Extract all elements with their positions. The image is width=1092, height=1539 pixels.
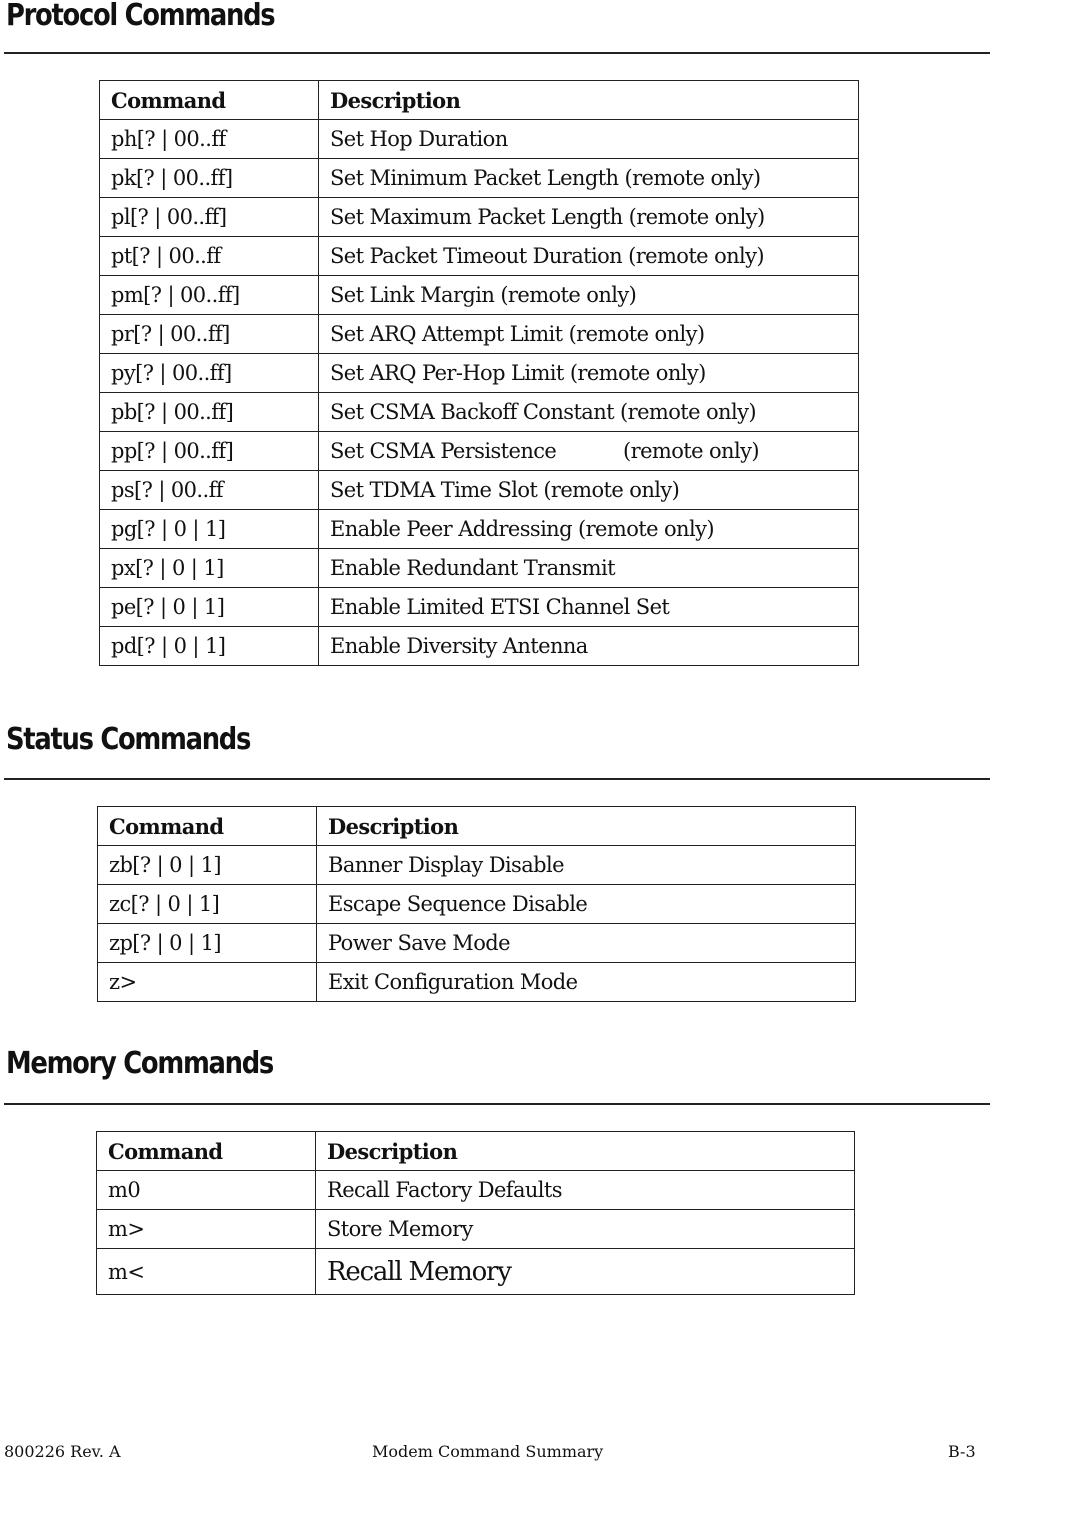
table-row bbox=[97, 1210, 855, 1249]
command-cell: ps[? | 00..ff bbox=[100, 471, 319, 510]
description-cell: Set Maximum Packet Length (remote only) bbox=[319, 198, 859, 237]
command-cell: m0 bbox=[97, 1171, 316, 1210]
table-header-row bbox=[97, 1132, 855, 1171]
description-column-header: Description bbox=[316, 1132, 855, 1171]
table-row bbox=[100, 432, 859, 471]
protocol-commands-table bbox=[99, 80, 859, 666]
status-commands-table bbox=[97, 806, 856, 1002]
table-row bbox=[100, 315, 859, 354]
description-cell: Set ARQ Per-Hop Limit (remote only) bbox=[319, 354, 859, 393]
table-row bbox=[100, 198, 859, 237]
command-cell: zp[? | 0 | 1] bbox=[98, 924, 317, 963]
description-column-header: Description bbox=[319, 81, 859, 120]
command-cell: ph[? | 00..ff bbox=[100, 120, 319, 159]
command-cell: pg[? | 0 | 1] bbox=[100, 510, 319, 549]
table-row bbox=[100, 159, 859, 198]
table-row bbox=[100, 276, 859, 315]
table-row bbox=[98, 963, 856, 1002]
table-row bbox=[100, 354, 859, 393]
table-header-row bbox=[98, 807, 856, 846]
description-cell: Set Link Margin (remote only) bbox=[319, 276, 859, 315]
description-cell: Power Save Mode bbox=[317, 924, 856, 963]
table-row bbox=[98, 924, 856, 963]
command-column-header: Command bbox=[100, 81, 319, 120]
table-header-row bbox=[100, 81, 859, 120]
command-cell: px[? | 0 | 1] bbox=[100, 549, 319, 588]
command-cell: py[? | 00..ff] bbox=[100, 354, 319, 393]
table-row bbox=[98, 846, 856, 885]
description-cell: Enable Redundant Transmit bbox=[319, 549, 859, 588]
protocol-section-rule bbox=[4, 52, 990, 54]
memory-commands-table bbox=[96, 1131, 855, 1295]
table-row bbox=[97, 1171, 855, 1210]
description-cell: Set Hop Duration bbox=[319, 120, 859, 159]
table-row bbox=[100, 237, 859, 276]
description-cell: Enable Diversity Antenna bbox=[319, 627, 859, 666]
description-cell: Set ARQ Attempt Limit (remote only) bbox=[319, 315, 859, 354]
memory-section-title: Memory Commands bbox=[6, 1046, 273, 1081]
table-row bbox=[97, 1249, 855, 1295]
description-cell: Recall Memory bbox=[316, 1249, 855, 1295]
memory-section-rule bbox=[4, 1103, 990, 1105]
description-cell: Set CSMA Persistence (remote only) bbox=[319, 432, 859, 471]
description-cell: Set Minimum Packet Length (remote only) bbox=[319, 159, 859, 198]
table-row bbox=[100, 627, 859, 666]
command-cell: pp[? | 00..ff] bbox=[100, 432, 319, 471]
description-cell: Recall Factory Defaults bbox=[316, 1171, 855, 1210]
description-cell: Set TDMA Time Slot (remote only) bbox=[319, 471, 859, 510]
table-row bbox=[100, 549, 859, 588]
table-row bbox=[100, 471, 859, 510]
protocol-section-title: Protocol Commands bbox=[6, 0, 275, 33]
command-cell: zc[? | 0 | 1] bbox=[98, 885, 317, 924]
description-cell: Store Memory bbox=[316, 1210, 855, 1249]
command-cell: z> bbox=[98, 963, 317, 1002]
command-column-header: Command bbox=[97, 1132, 316, 1171]
command-cell: pe[? | 0 | 1] bbox=[100, 588, 319, 627]
description-cell: Set Packet Timeout Duration (remote only) bbox=[319, 237, 859, 276]
command-cell: m< bbox=[97, 1249, 316, 1295]
description-column-header: Description bbox=[317, 807, 856, 846]
description-cell: Exit Configuration Mode bbox=[317, 963, 856, 1002]
command-cell: zb[? | 0 | 1] bbox=[98, 846, 317, 885]
footer-page-number: B-3 bbox=[948, 1442, 976, 1461]
footer-doc-title: Modem Command Summary bbox=[372, 1442, 604, 1461]
command-cell: pr[? | 00..ff] bbox=[100, 315, 319, 354]
status-section-title: Status Commands bbox=[6, 722, 251, 757]
command-cell: pl[? | 00..ff] bbox=[100, 198, 319, 237]
command-column-header: Command bbox=[98, 807, 317, 846]
command-cell: pk[? | 00..ff] bbox=[100, 159, 319, 198]
table-row bbox=[100, 120, 859, 159]
description-cell: Escape Sequence Disable bbox=[317, 885, 856, 924]
table-row bbox=[100, 510, 859, 549]
command-cell: m> bbox=[97, 1210, 316, 1249]
status-section-rule bbox=[4, 778, 990, 780]
command-cell: pb[? | 00..ff] bbox=[100, 393, 319, 432]
description-cell: Enable Peer Addressing (remote only) bbox=[319, 510, 859, 549]
description-cell: Set CSMA Backoff Constant (remote only) bbox=[319, 393, 859, 432]
command-cell: pm[? | 00..ff] bbox=[100, 276, 319, 315]
command-cell: pd[? | 0 | 1] bbox=[100, 627, 319, 666]
footer-doc-number: 800226 Rev. A bbox=[4, 1442, 121, 1461]
table-row bbox=[98, 885, 856, 924]
table-row bbox=[100, 588, 859, 627]
command-cell: pt[? | 00..ff bbox=[100, 237, 319, 276]
description-cell: Banner Display Disable bbox=[317, 846, 856, 885]
table-row bbox=[100, 393, 859, 432]
description-cell: Enable Limited ETSI Channel Set bbox=[319, 588, 859, 627]
